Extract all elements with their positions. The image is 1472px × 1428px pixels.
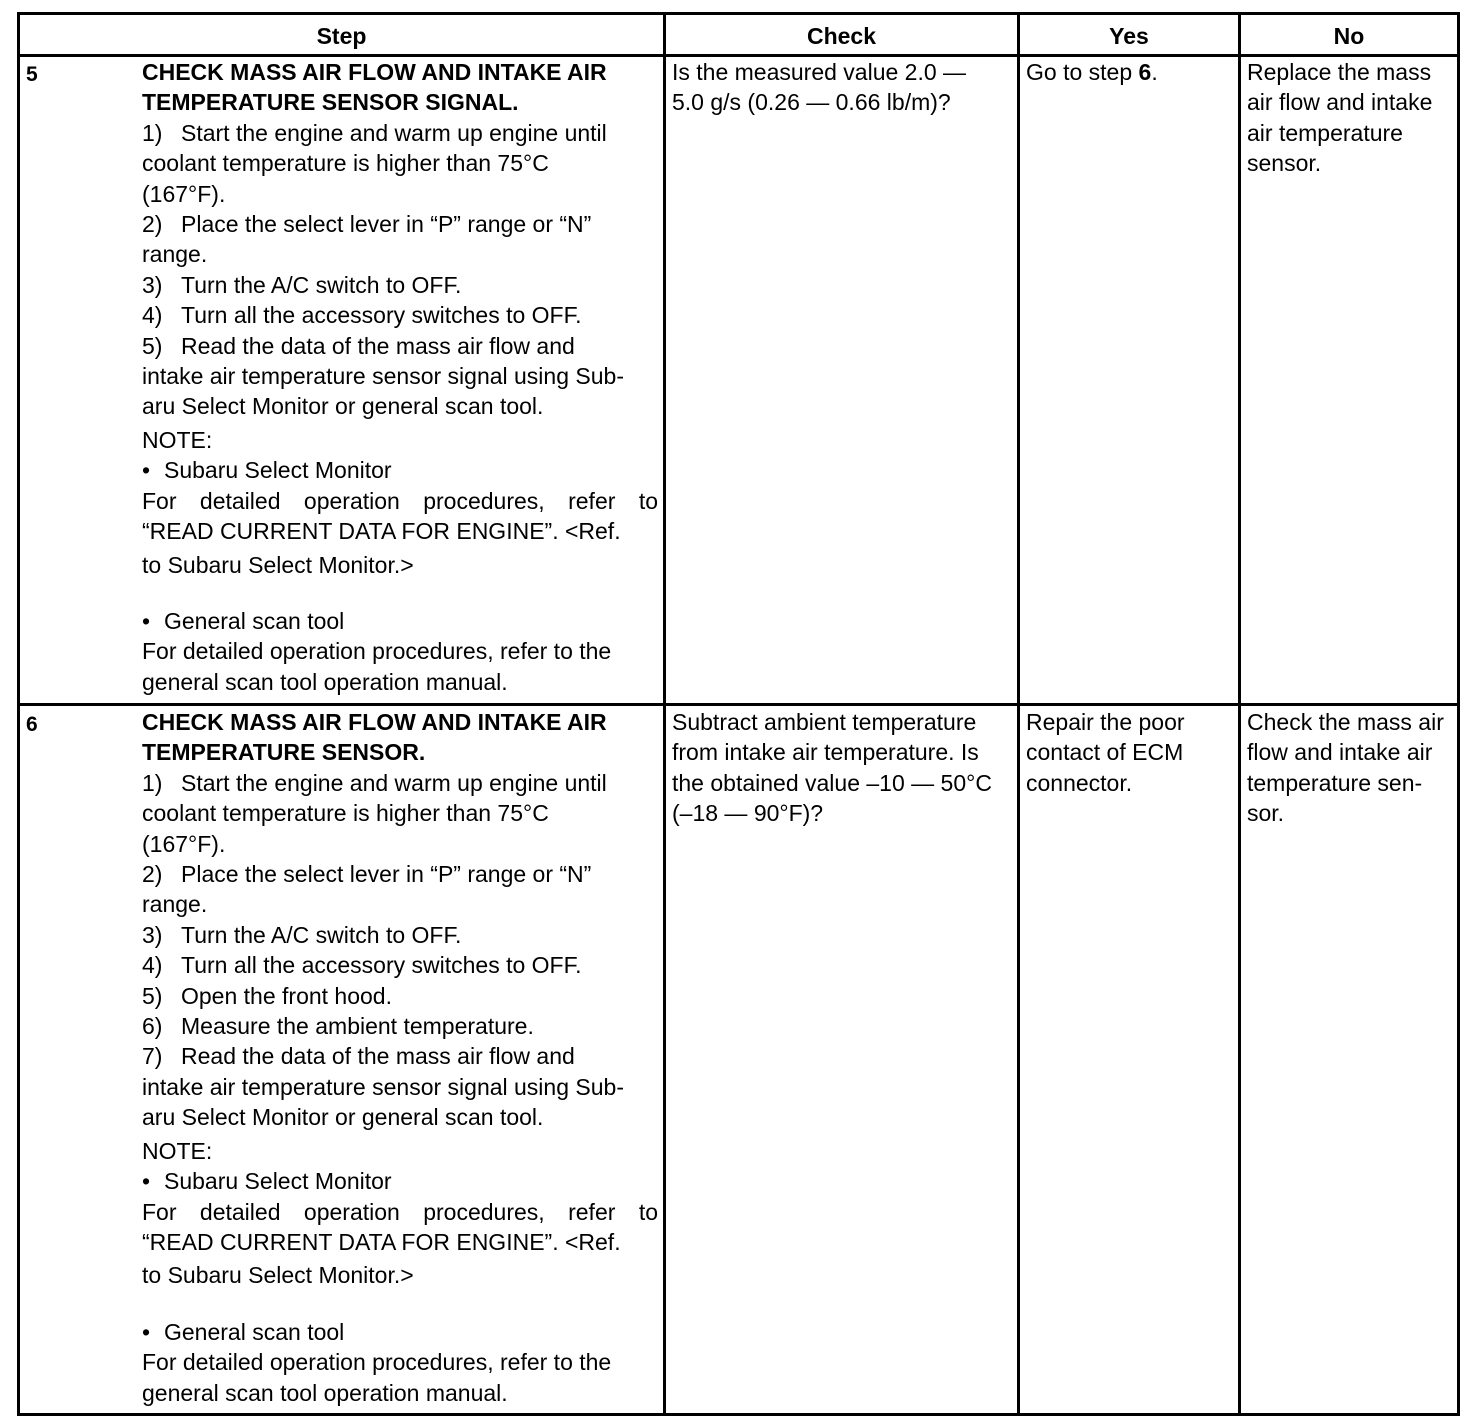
procedure-line: coolant temperature is higher than 75°C bbox=[142, 800, 549, 827]
header-no: No bbox=[1333, 23, 1365, 49]
note-text: For detailed operation procedures, refer to the bbox=[142, 1349, 612, 1376]
procedure-line: intake air temperature sensor signal using Sub- bbox=[142, 1073, 624, 1100]
procedure-step: 1) Start the engine and warm up engine until bbox=[142, 769, 607, 796]
procedure-line: aru Select Monitor or general scan tool. bbox=[142, 393, 544, 420]
no-text: air temperature bbox=[1247, 119, 1403, 146]
procedure-line: coolant temperature is higher than 75°C bbox=[142, 150, 549, 177]
note-label: NOTE: bbox=[142, 1137, 213, 1164]
note-text: “READ CURRENT DATA FOR ENGINE”. <Ref. bbox=[142, 1228, 621, 1255]
procedure-step: 2) Place the select lever in “P” range or “N” bbox=[142, 211, 592, 238]
column-divider bbox=[1017, 15, 1020, 1413]
note-text: to Subaru Select Monitor.> bbox=[142, 551, 414, 578]
procedure-step: 5) Read the data of the mass air flow and bbox=[142, 332, 575, 359]
procedure-line: aru Select Monitor or general scan tool. bbox=[142, 1104, 544, 1131]
procedure-step: 3) Turn the A/C switch to OFF. bbox=[142, 921, 462, 948]
check-text: (–18 — 90°F)? bbox=[672, 800, 824, 827]
procedure-step: 1) Start the engine and warm up engine until bbox=[142, 119, 607, 146]
note-text: general scan tool operation manual. bbox=[142, 668, 508, 695]
procedure-step: 2) Place the select lever in “P” range or “N” bbox=[142, 861, 592, 888]
procedure-line: (167°F). bbox=[142, 830, 226, 857]
header-yes: Yes bbox=[1109, 23, 1149, 49]
procedure-step: 6) Measure the ambient temperature. bbox=[142, 1013, 534, 1040]
step-number: 5 bbox=[26, 63, 38, 86]
procedure-line: intake air temperature sensor signal using Sub- bbox=[142, 363, 624, 390]
column-divider bbox=[1238, 15, 1241, 1413]
note-text: For detailed operation procedures, refer to bbox=[142, 1198, 658, 1225]
procedure-line: (167°F). bbox=[142, 180, 226, 207]
no-text: Check the mass air bbox=[1247, 709, 1444, 735]
check-text: the obtained value –10 — 50°C bbox=[672, 769, 992, 796]
row-divider bbox=[20, 703, 1457, 706]
procedure-step: 5) Open the front hood. bbox=[142, 982, 392, 1009]
no-cell bbox=[1247, 707, 1457, 829]
note-text: to Subaru Select Monitor.> bbox=[142, 1262, 414, 1289]
check-cell bbox=[672, 707, 1014, 829]
no-text: sor. bbox=[1247, 800, 1285, 827]
yes-cell bbox=[1026, 707, 1236, 798]
diagnostic-table bbox=[17, 12, 1460, 1416]
note-text: “READ CURRENT DATA FOR ENGINE”. <Ref. bbox=[142, 518, 621, 545]
check-text: 5.0 g/s (0.26 — 0.66 lb/m)? bbox=[672, 89, 951, 116]
procedure-step: 4) Turn all the accessory switches to OFF. bbox=[142, 302, 582, 329]
step-number: 6 bbox=[26, 713, 38, 736]
yes-text: connector. bbox=[1026, 769, 1133, 796]
header-step: Step bbox=[316, 23, 367, 49]
check-text: from intake air temperature. Is bbox=[672, 739, 979, 766]
procedure-line: range. bbox=[142, 241, 208, 268]
header-check: Check bbox=[806, 23, 877, 49]
procedure-line: range. bbox=[142, 891, 208, 918]
note-bullet: • General scan tool bbox=[142, 1318, 345, 1345]
step-title: CHECK MASS AIR FLOW AND INTAKE AIR bbox=[142, 709, 607, 735]
note-text: For detailed operation procedures, refer to the bbox=[142, 638, 612, 665]
step-title: CHECK MASS AIR FLOW AND INTAKE AIR bbox=[142, 59, 607, 85]
procedure-step: 7) Read the data of the mass air flow and bbox=[142, 1043, 575, 1070]
step-title: TEMPERATURE SENSOR. bbox=[142, 739, 426, 766]
note-bullet: • Subaru Select Monitor bbox=[142, 457, 392, 484]
no-text: air flow and intake bbox=[1247, 89, 1433, 116]
check-text: Is the measured value 2.0 — bbox=[672, 59, 967, 85]
procedure-step: 4) Turn all the accessory switches to OFF. bbox=[142, 952, 582, 979]
note-text: For detailed operation procedures, refer to bbox=[142, 487, 658, 514]
step-content bbox=[142, 57, 658, 697]
step-content bbox=[142, 707, 658, 1408]
procedure-step: 3) Turn the A/C switch to OFF. bbox=[142, 271, 462, 298]
note-text: general scan tool operation manual. bbox=[142, 1379, 508, 1406]
no-cell bbox=[1247, 57, 1457, 179]
check-text: Subtract ambient temperature bbox=[672, 709, 977, 735]
yes-text: Repair the poor bbox=[1026, 709, 1185, 735]
step-title: TEMPERATURE SENSOR SIGNAL. bbox=[142, 89, 519, 116]
no-text: temperature sen- bbox=[1247, 769, 1423, 796]
yes-text: Go to step 6. bbox=[1026, 59, 1158, 85]
note-label: NOTE: bbox=[142, 426, 213, 453]
column-divider bbox=[663, 15, 666, 1413]
yes-text: contact of ECM bbox=[1026, 739, 1184, 766]
no-text: sensor. bbox=[1247, 150, 1322, 177]
note-bullet: • General scan tool bbox=[142, 607, 345, 634]
yes-cell bbox=[1026, 57, 1236, 87]
no-text: flow and intake air bbox=[1247, 739, 1433, 766]
no-text: Replace the mass bbox=[1247, 59, 1432, 85]
note-bullet: • Subaru Select Monitor bbox=[142, 1168, 392, 1195]
check-cell bbox=[672, 57, 1014, 118]
